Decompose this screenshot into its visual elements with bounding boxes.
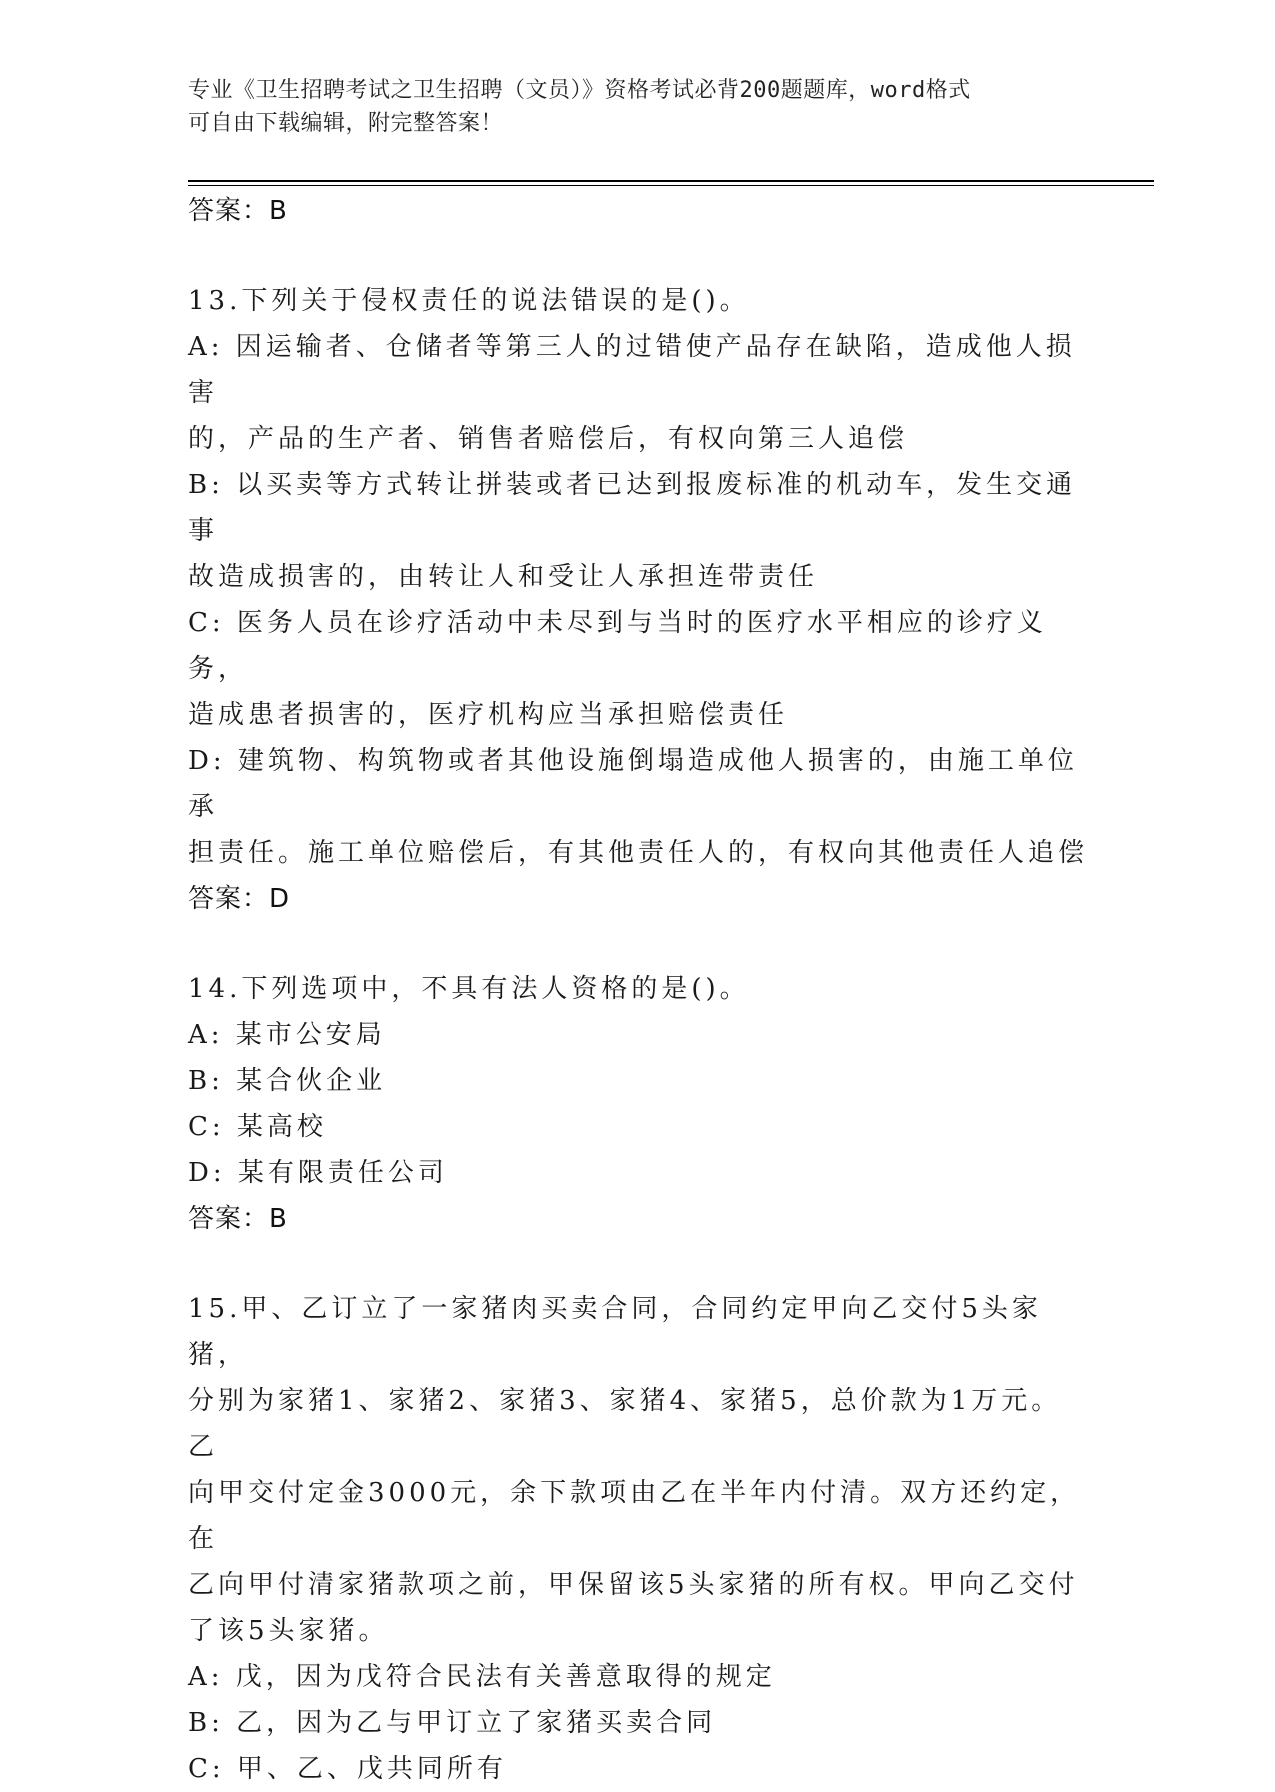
option-line: 担责任。施工单位赔偿后，有其他责任人的，有权向其他责任人追偿 xyxy=(188,838,1089,868)
question-text: 15.甲、乙订立了一家猪肉买卖合同，合同约定甲向乙交付5头家猪， xyxy=(188,1294,1042,1370)
document-body xyxy=(188,188,1088,1792)
header-line-1: 专业《卫生招聘考试之卫生招聘（文员）》资格考试必背200题题库，word格式 xyxy=(188,78,971,103)
option-line: B: 乙，因为乙与甲订立了家猪买卖合同 xyxy=(188,1708,717,1738)
question-text: 14.下列选项中，不具有法人资格的是()。 xyxy=(188,974,750,1004)
question-text: 了该5头家猪。 xyxy=(188,1616,389,1646)
option-line: 故造成损害的，由转让人和受让人承担连带责任 xyxy=(188,562,819,592)
option-line: D: 某有限责任公司 xyxy=(188,1158,448,1188)
question-block xyxy=(188,1286,1088,1792)
option-line: C: 医务人员在诊疗活动中未尽到与当时的医疗水平相应的诊疗义务， xyxy=(188,608,1047,684)
question-list xyxy=(188,278,1088,1792)
option-line: 的，产品的生产者、销售者赔偿后，有权向第三人追偿 xyxy=(188,424,909,454)
question-text: 分别为家猪1、家猪2、家猪3、家猪4、家猪5，总价款为1万元。乙 xyxy=(188,1386,1062,1462)
header-rule-thick xyxy=(188,180,1154,182)
option-line: 造成患者损害的，医疗机构应当承担赔偿责任 xyxy=(188,700,789,730)
option-line: D: 建筑物、构筑物或者其他设施倒塌造成他人损害的，由施工单位承 xyxy=(188,746,1078,822)
previous-answer: 答案：B xyxy=(188,196,288,226)
question-block xyxy=(188,278,1088,922)
option-line: B: 某合伙企业 xyxy=(188,1066,387,1096)
option-line: B: 以买卖等方式转让拼装或者已达到报废标准的机动车，发生交通事 xyxy=(188,470,1077,546)
answer-line: 答案：D xyxy=(188,884,291,914)
option-line: C: 某高校 xyxy=(188,1112,327,1142)
question-text: 13.下列关于侵权责任的说法错误的是()。 xyxy=(188,286,750,316)
header-rule-thin xyxy=(188,185,1154,186)
question-block xyxy=(188,966,1088,1242)
option-line: A: 某市公安局 xyxy=(188,1020,386,1050)
option-line: A: 因运输者、仓储者等第三人的过错使产品存在缺陷，造成他人损害 xyxy=(188,332,1076,408)
header-line-2: 可自由下载编辑，附完整答案！ xyxy=(188,111,504,136)
option-line: A: 戊，因为戊符合民法有关善意取得的规定 xyxy=(188,1662,776,1692)
question-text: 向甲交付定金3000元，余下款项由乙在半年内付清。双方还约定，在 xyxy=(188,1478,1081,1554)
document-header xyxy=(188,74,1088,140)
answer-line: 答案：B xyxy=(188,1204,288,1234)
question-text: 乙向甲付清家猪款项之前，甲保留该5头家猪的所有权。甲向乙交付 xyxy=(188,1570,1079,1600)
option-line: C: 甲、乙、戊共同所有 xyxy=(188,1754,507,1784)
